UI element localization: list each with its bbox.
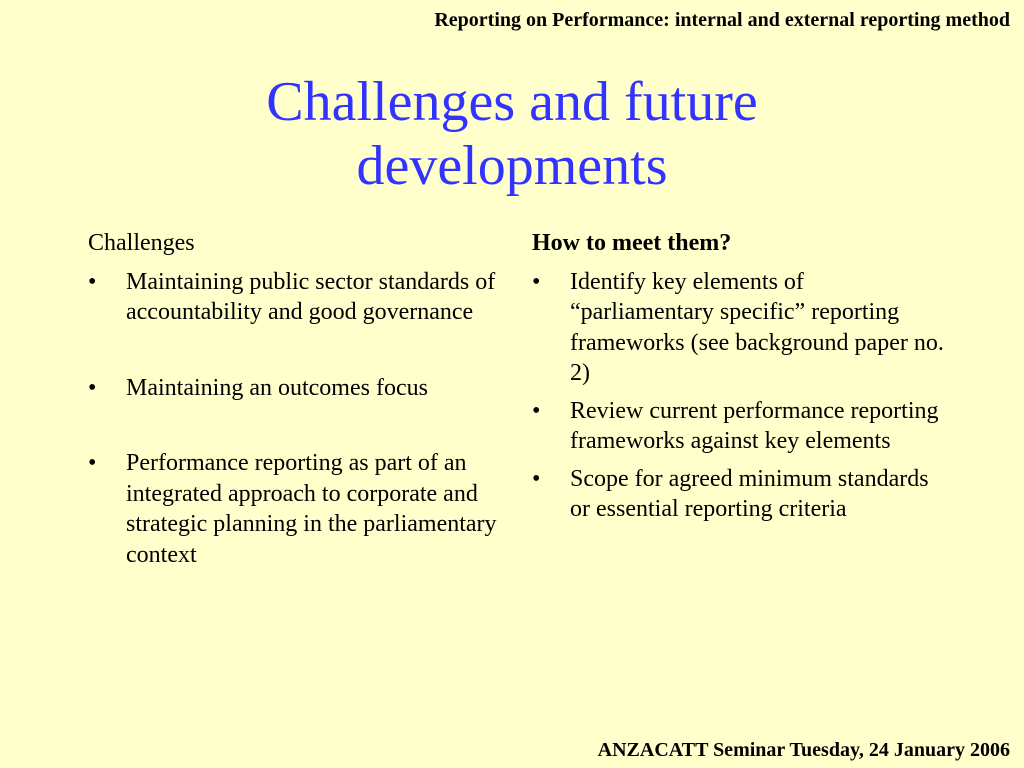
list-item-text: Review current performance reporting frameworks against key elements bbox=[570, 397, 939, 454]
list-item bbox=[88, 267, 498, 328]
slide-title bbox=[0, 70, 1024, 198]
challenges-list bbox=[88, 267, 498, 571]
bullet-icon: • bbox=[88, 374, 97, 401]
list-item bbox=[532, 396, 952, 457]
solutions-list bbox=[532, 267, 952, 525]
slide-title-line-1: Challenges and future bbox=[266, 71, 758, 133]
slide-header: Reporting on Performance: internal and external reporting method bbox=[434, 9, 1010, 31]
bullet-icon: • bbox=[88, 268, 97, 295]
list-item-text: Identify key elements of “parliamentary specific” reporting frameworks (see background paper no. 2) bbox=[570, 268, 944, 386]
bullet-icon: • bbox=[532, 465, 541, 492]
bullet-icon: • bbox=[532, 268, 541, 295]
list-item-text: Scope for agreed minimum standards or essential reporting criteria bbox=[570, 465, 929, 522]
slide-footer: ANZACATT Seminar Tuesday, 24 January 2006 bbox=[597, 739, 1010, 761]
list-item-text: Maintaining public sector standards of accountability and good governance bbox=[126, 268, 496, 325]
bullet-icon: • bbox=[88, 450, 97, 476]
solutions-column bbox=[532, 228, 952, 525]
list-item bbox=[532, 267, 952, 389]
challenges-column bbox=[88, 228, 498, 570]
bullet-icon: • bbox=[532, 397, 541, 424]
list-item-text: Performance reporting as part of an integrated approach to corporate and strategic planning in the parliamentary context bbox=[126, 450, 497, 568]
list-item-text: Maintaining an outcomes focus bbox=[126, 374, 428, 401]
list-item bbox=[532, 464, 952, 525]
list-item bbox=[88, 373, 498, 404]
solutions-heading: How to meet them? bbox=[532, 230, 732, 256]
list-item bbox=[88, 448, 498, 570]
challenges-heading: Challenges bbox=[88, 230, 195, 256]
slide-title-line-2: developments bbox=[356, 135, 668, 197]
